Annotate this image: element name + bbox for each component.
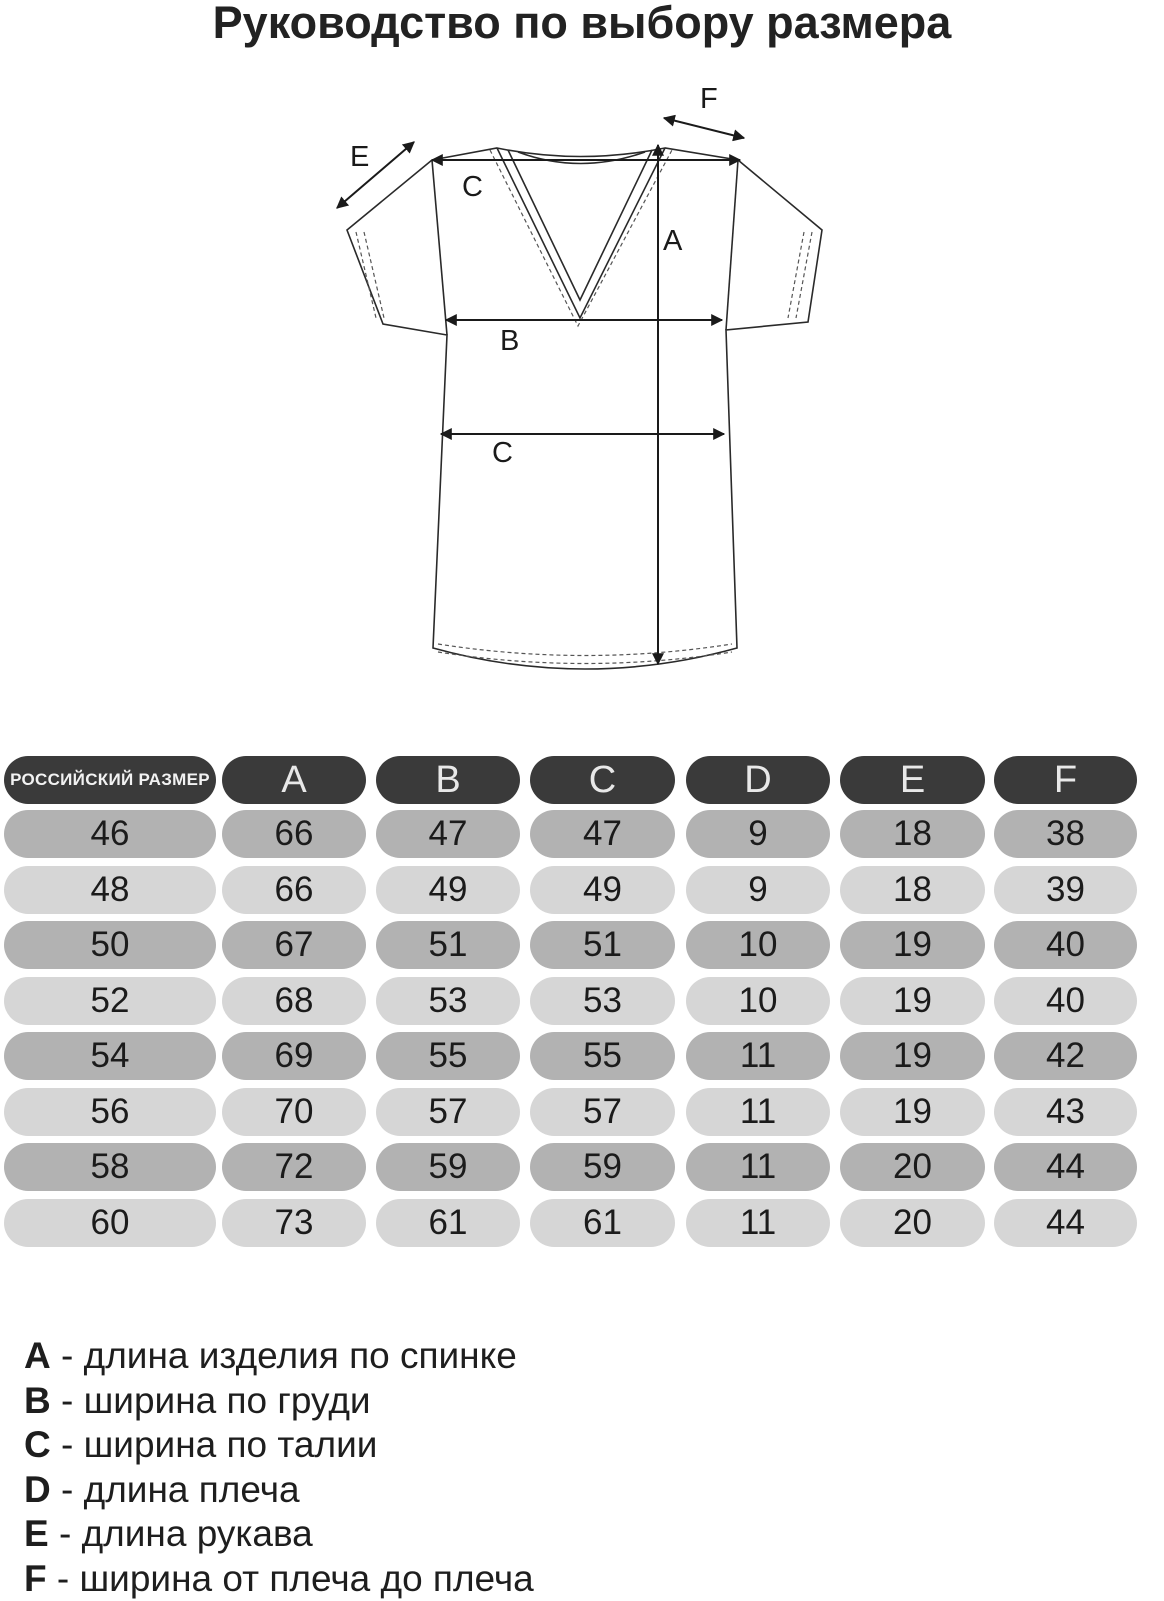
cell-f: 40 [994,921,1137,969]
cell-b: 57 [376,1088,520,1136]
cell-e: 20 [840,1199,985,1247]
tshirt-drawing [0,0,1164,720]
cell-e: 18 [840,810,985,858]
cell-size: 54 [4,1032,216,1080]
cell-c: 53 [530,977,675,1025]
legend [24,1334,534,1601]
cell-b: 53 [376,977,520,1025]
legend-item: C - ширина по талии [24,1423,534,1468]
page-title: Руководство по выбору размера [0,0,1164,46]
cell-e: 19 [840,1088,985,1136]
header-a: A [222,756,366,804]
cell-e: 20 [840,1143,985,1191]
cell-c: 61 [530,1199,675,1247]
cell-b: 55 [376,1032,520,1080]
table-row [0,1143,1164,1193]
cell-e: 18 [840,866,985,914]
cell-f: 44 [994,1199,1137,1247]
cell-d: 10 [686,977,830,1025]
cell-size: 58 [4,1143,216,1191]
header-b: B [376,756,520,804]
cell-f: 39 [994,866,1137,914]
cell-b: 49 [376,866,520,914]
table-row [0,1088,1164,1138]
cell-a: 66 [222,810,366,858]
cell-size: 52 [4,977,216,1025]
legend-item: E - длина рукава [24,1512,534,1557]
tshirt-outline [347,148,822,669]
cell-f: 42 [994,1032,1137,1080]
cell-d: 11 [686,1032,830,1080]
cell-c: 49 [530,866,675,914]
cell-a: 66 [222,866,366,914]
cell-b: 59 [376,1143,520,1191]
tshirt-diagram [0,0,1164,720]
cell-size: 48 [4,866,216,914]
cell-d: 11 [686,1088,830,1136]
label-f: F [700,84,718,114]
cell-d: 9 [686,866,830,914]
cell-e: 19 [840,1032,985,1080]
legend-item: F - ширина от плеча до плеча [24,1557,534,1601]
cell-f: 40 [994,977,1137,1025]
table-header-row [0,756,1164,806]
cell-e: 19 [840,977,985,1025]
legend-item: D - длина плеча [24,1468,534,1513]
cell-d: 9 [686,810,830,858]
table-row [0,1199,1164,1249]
cell-f: 38 [994,810,1137,858]
table-row [0,921,1164,971]
header-e: E [840,756,985,804]
cell-a: 68 [222,977,366,1025]
table-row [0,866,1164,916]
header-d: D [686,756,830,804]
cell-c: 47 [530,810,675,858]
cell-c: 57 [530,1088,675,1136]
cell-b: 51 [376,921,520,969]
cell-b: 61 [376,1199,520,1247]
cell-c: 51 [530,921,675,969]
cell-a: 69 [222,1032,366,1080]
cell-c: 55 [530,1032,675,1080]
header-f: F [994,756,1137,804]
cell-a: 72 [222,1143,366,1191]
label-a: A [663,226,682,256]
cell-size: 60 [4,1199,216,1247]
table-row [0,1032,1164,1082]
header-c: C [530,756,675,804]
cell-a: 67 [222,921,366,969]
table-row [0,977,1164,1027]
label-c-neck: C [462,172,483,202]
cell-d: 11 [686,1143,830,1191]
legend-item: A - длина изделия по спинке [24,1334,534,1379]
cell-d: 11 [686,1199,830,1247]
cell-size: 50 [4,921,216,969]
cell-d: 10 [686,921,830,969]
cell-a: 73 [222,1199,366,1247]
table-row [0,810,1164,860]
header-russian-size: РОССИЙСКИЙ РАЗМЕР [4,756,216,804]
cell-f: 44 [994,1143,1137,1191]
cell-a: 70 [222,1088,366,1136]
cell-b: 47 [376,810,520,858]
legend-item: B - ширина по груди [24,1379,534,1424]
cell-size: 56 [4,1088,216,1136]
measure-e-arrow [337,142,414,208]
label-c-waist: C [492,438,513,468]
cell-c: 59 [530,1143,675,1191]
cell-f: 43 [994,1088,1137,1136]
label-b: B [500,326,519,356]
cell-size: 46 [4,810,216,858]
measure-f-arrow [664,118,744,138]
cell-e: 19 [840,921,985,969]
label-e: E [350,142,369,172]
